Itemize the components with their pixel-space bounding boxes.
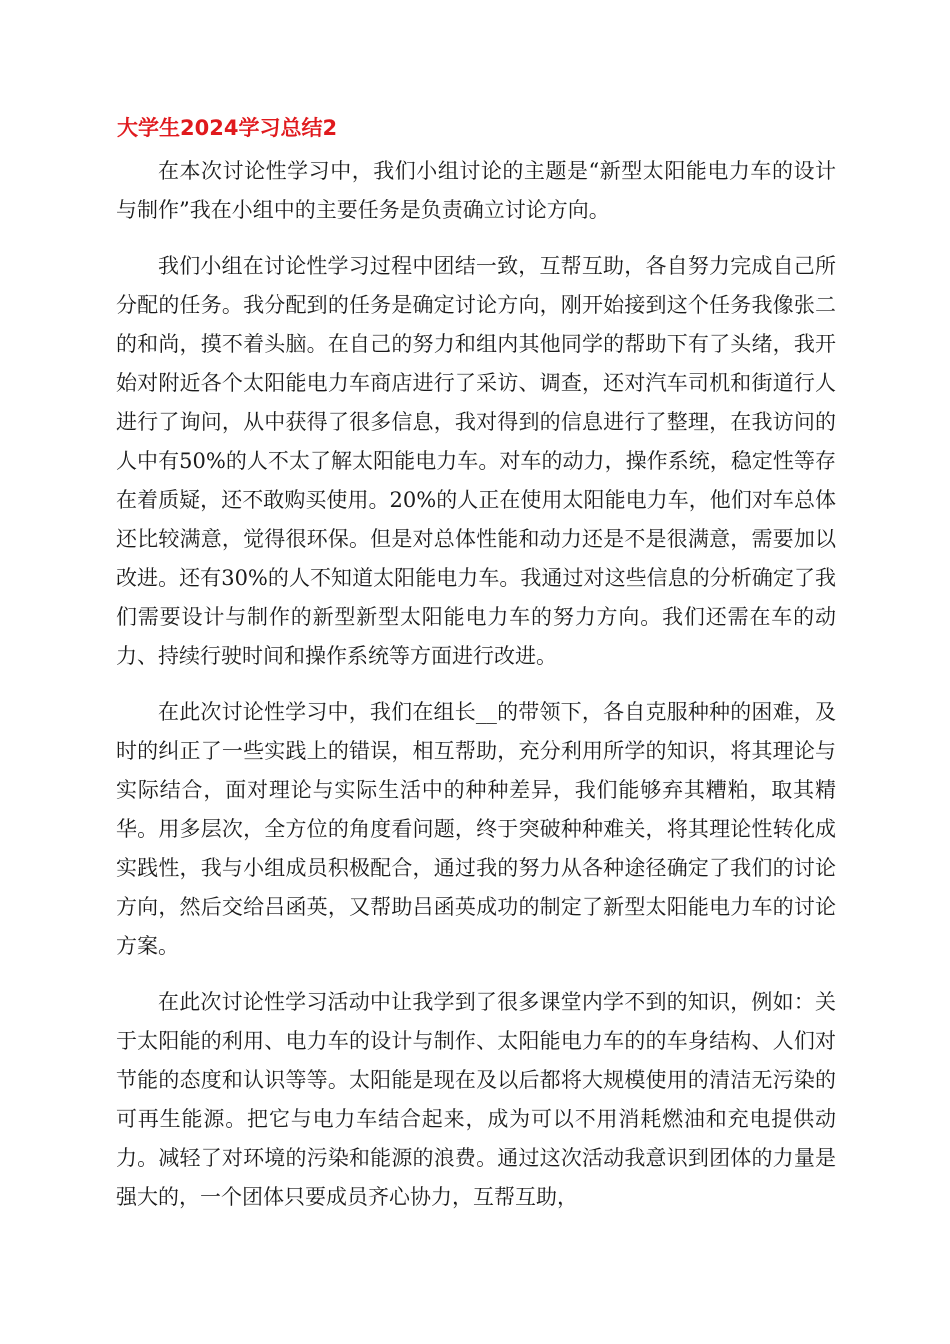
paragraph-teamwork: 在此次讨论性学习中，我们在组长__的带领下，各自克服种种的困难，及时的纠正了一些实践上的错误，相互帮助，充分利用所学的知识，将其理论与实际结合，面对理论与实际生活中的种种差异，我们能够弃其糟粕，取其精华。用多层次，全方位的角度看问题，终于突破种种难关，将其理论性转化成实践性，我与小组成员积极配合，通过我的努力从各种途径确定了我们的讨论方向，然后交给吕函英，又帮助吕函英成功的制定了新型太阳能电力车的讨论方案。 (116, 700, 836, 958)
paragraph-task-research: 我们小组在讨论性学习过程中团结一致，互帮互助，各自努力完成自己所分配的任务。我分配到的任务是确定讨论方向，刚开始接到这个任务我像张二的和尚，摸不着头脑。在自己的努力和组内其他同学的帮助下有了头绪，我开始对附近各个太阳能电力车商店进行了采访、调查，还对汽车司机和街道行人进行了询问，从中获得了很多信息，我对得到的信息进行了整理，在我访问的人中有50%的人不太了解太阳能电力车。对车的动力，操作系统，稳定性等存在着质疑，还不敢购买使用。20%的人正在使用太阳能电力车，他们对车总体还比较满意，觉得很环保。但是对总体性能和动力还是不是很满意，需要加以改进。还有30%的人不知道太阳能电力车。我通过对这些信息的分析确定了我们需要设计与制作的新型新型太阳能电力车的努力方向。我们还需在车的动力、持续行驶时间和操作系统等方面进行改进。 (116, 254, 836, 668)
document-body (116, 152, 836, 1234)
paragraph-learning: 在此次讨论性学习活动中让我学到了很多课堂内学不到的知识，例如：关于太阳能的利用、电力车的设计与制作、太阳能电力车的的车身结构、人们对节能的态度和认识等等。太阳能是现在及以后都将大规模使用的清洁无污染的可再生能源。把它与电力车结合起来，成为可以不用消耗燃油和充电提供动力。减轻了对环境的污染和能源的浪费。通过这次活动我意识到团体的力量是强大的，一个团体只要成员齐心协力，互帮互助， (116, 990, 836, 1209)
paragraph-topic: 在本次讨论性学习中，我们小组讨论的主题是“新型太阳能电力车的设计与制作”我在小组中的主要任务是负责确立讨论方向。 (116, 159, 836, 222)
document-title: 大学生2024学习总结2 (117, 116, 338, 140)
